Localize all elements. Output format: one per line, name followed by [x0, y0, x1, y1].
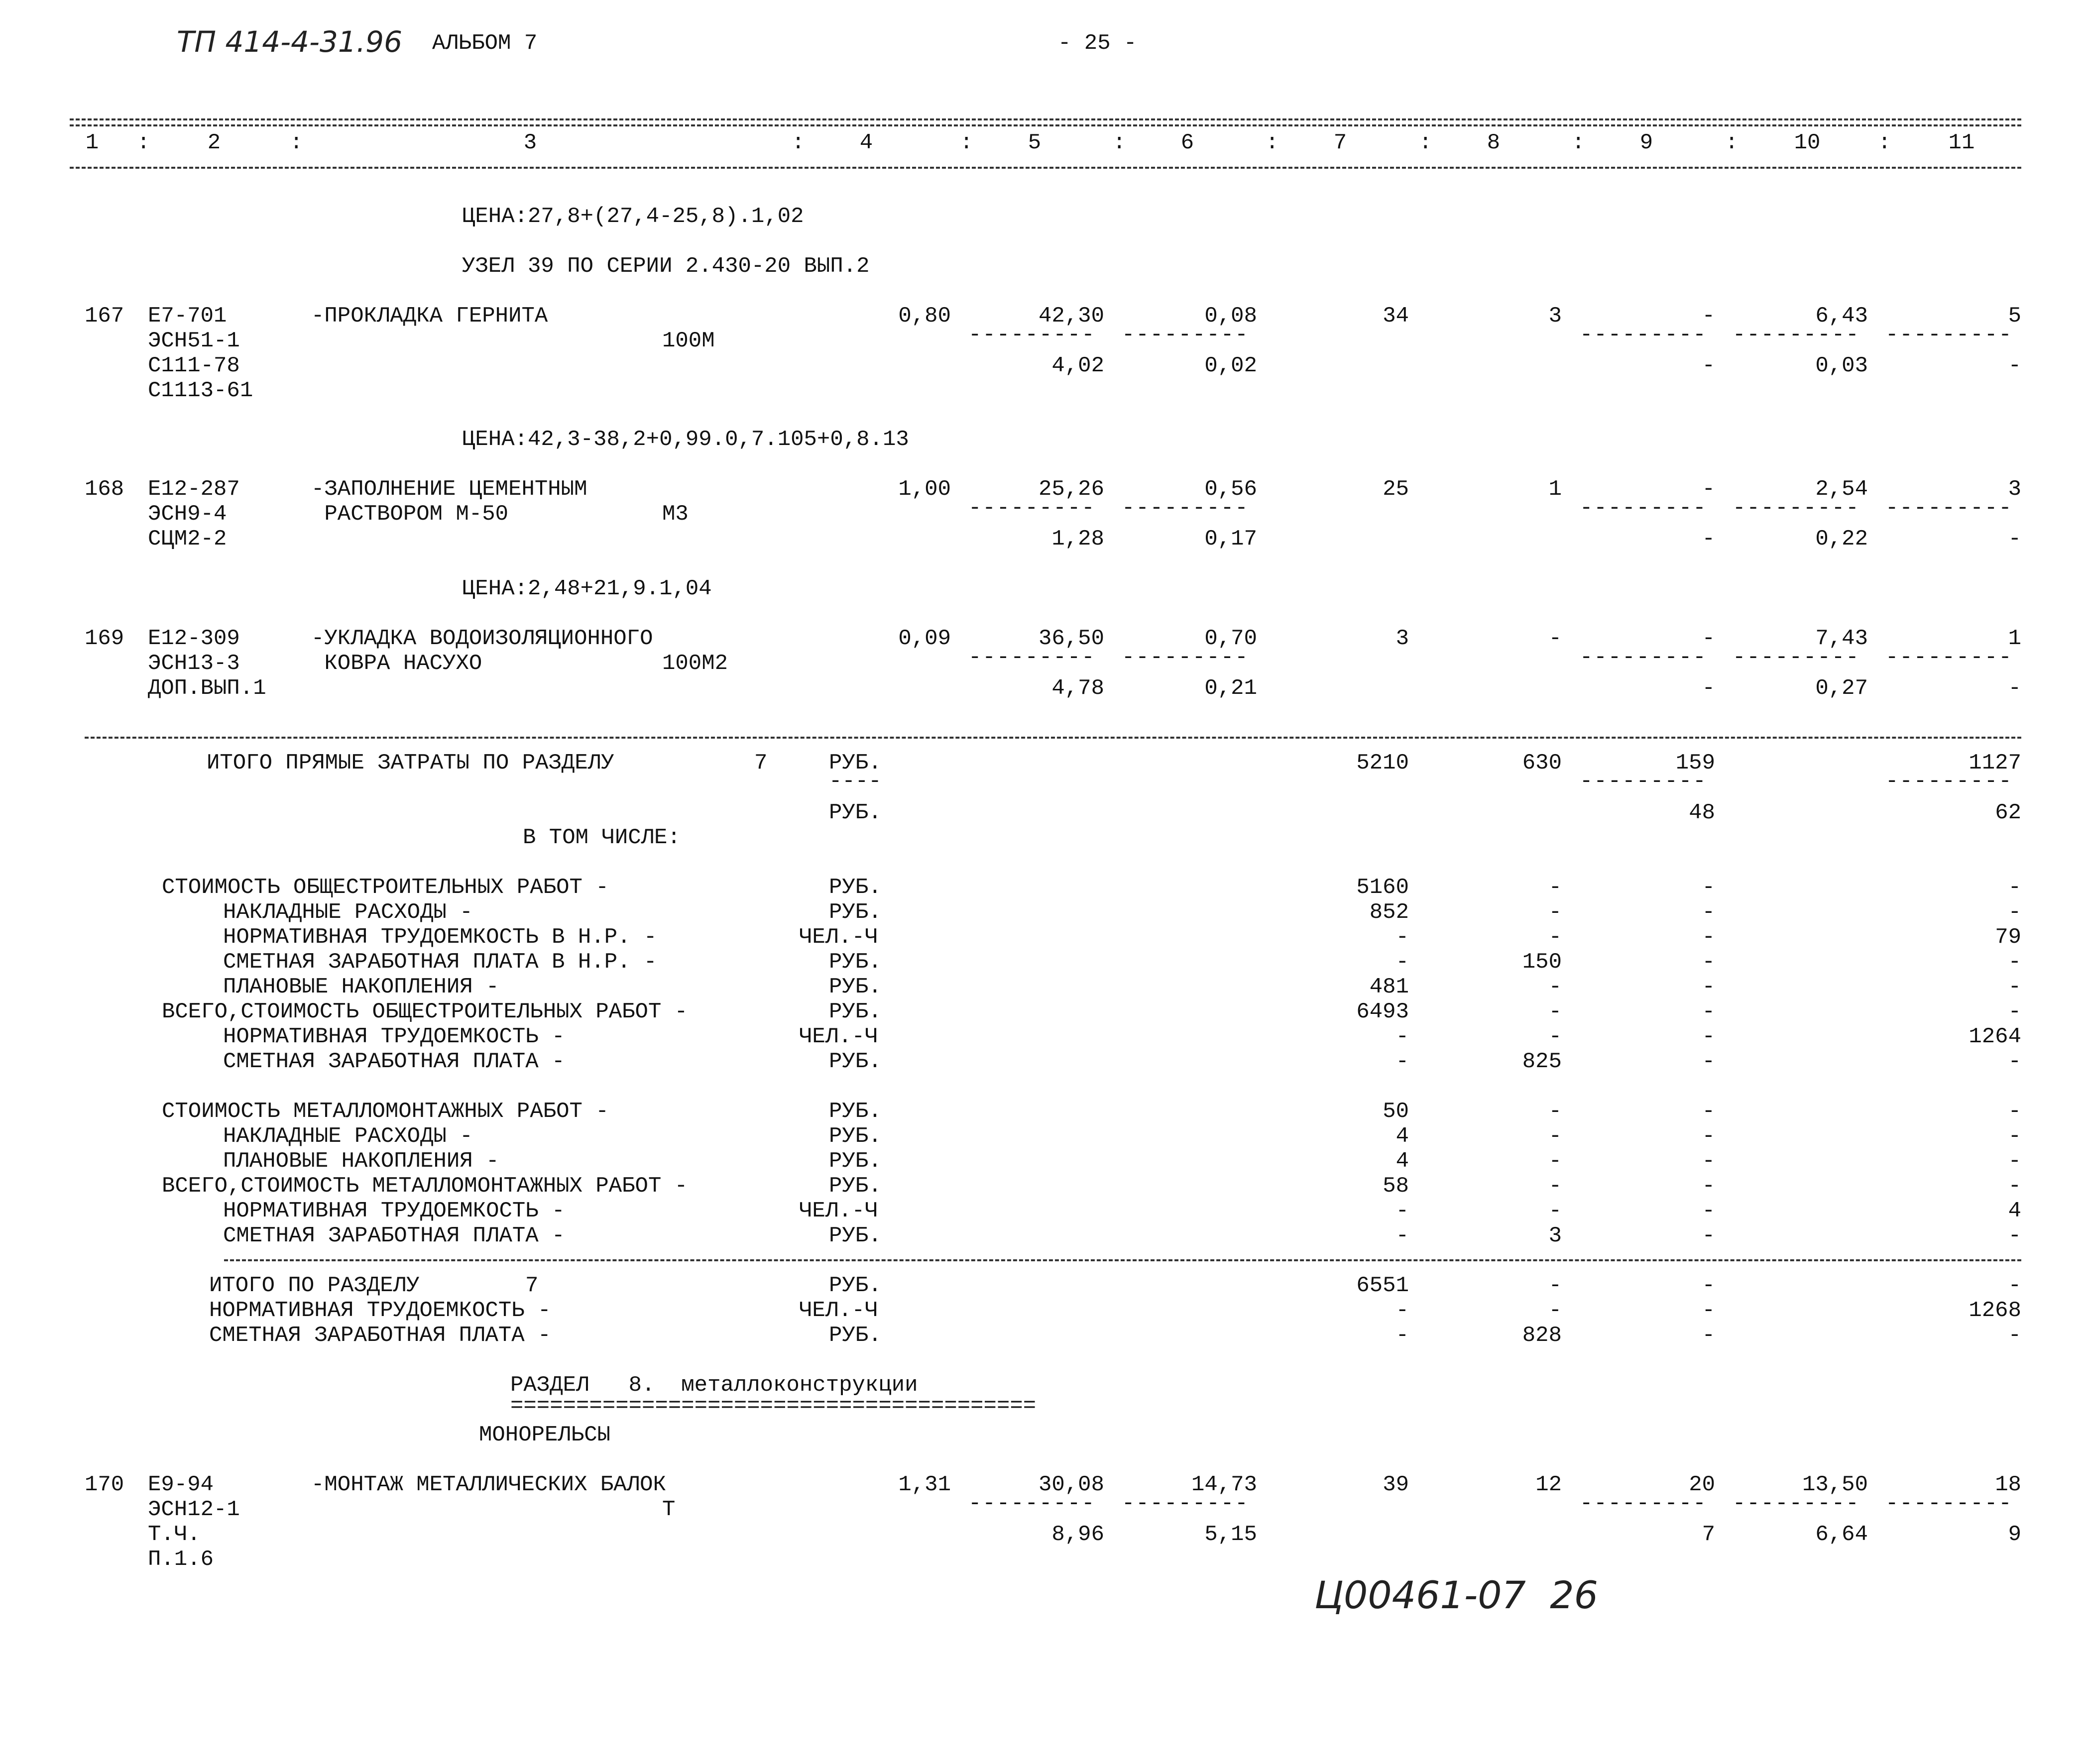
item-number: 169 — [85, 626, 124, 651]
item-col-5-lower: 4,78 — [1051, 676, 1104, 701]
subline: --------- — [1885, 769, 2013, 794]
breakdown-col-8: - — [1548, 1099, 1562, 1124]
column-number: 5 — [1028, 130, 1042, 155]
breakdown-col-8: - — [1548, 1124, 1562, 1149]
breakdown-col-11: - — [2008, 999, 2021, 1024]
item-col-7: 34 — [1383, 304, 1409, 329]
section-total-col-8: 828 — [1522, 1323, 1562, 1348]
breakdown-label: СМЕТНАЯ ЗАРАБОТНАЯ ПЛАТА - — [223, 1049, 565, 1074]
item-name: -МОНТАЖ МЕТАЛЛИЧЕСКИХ БАЛОК — [311, 1472, 666, 1497]
breakdown-unit: РУБ. — [829, 875, 882, 900]
breakdown-col-7: 6493 — [1356, 999, 1409, 1024]
item-code: Е7-701 — [148, 304, 227, 329]
item-code: ЭСН51-1 — [148, 329, 240, 353]
item-col-4: 0,09 — [898, 626, 951, 651]
item-col-8: 12 — [1535, 1472, 1562, 1497]
breakdown-label: НАКЛАДНЫЕ РАСХОДЫ - — [223, 900, 473, 925]
column-number: 11 — [1948, 130, 1975, 155]
direct-costs-unit-underline: ---- — [829, 769, 882, 794]
breakdown-col-11: - — [2008, 1124, 2021, 1149]
breakdown-label: НОРМАТИВНАЯ ТРУДОЕМКОСТЬ - — [223, 1024, 565, 1049]
column-separator: : — [1419, 130, 1432, 155]
item-col-6: 0,08 — [1204, 304, 1257, 329]
section-total-col-7: - — [1395, 1323, 1409, 1348]
total-col-11: 1127 — [1969, 751, 2021, 775]
item-code: Е12-287 — [148, 477, 240, 502]
breakdown-col-8: - — [1548, 1149, 1562, 1174]
item-col-5: 36,50 — [1038, 626, 1104, 651]
page-number: - 25 - — [1058, 31, 1137, 56]
item-col-6-lower: 0,17 — [1204, 527, 1257, 551]
section-total-col-7: - — [1395, 1298, 1409, 1323]
subline: --------- — [1885, 645, 2013, 670]
total-col-9: 159 — [1675, 751, 1715, 775]
breakdown-unit: РУБ. — [829, 999, 882, 1024]
item-col-11: 5 — [2008, 304, 2021, 329]
breakdown-col-9: - — [1702, 1099, 1715, 1124]
item-code: С1113-61 — [148, 378, 253, 403]
breakdown-col-8: - — [1548, 975, 1562, 999]
item-col-5: 30,08 — [1038, 1472, 1104, 1497]
item-code: С111-78 — [148, 353, 240, 378]
section-rule — [85, 737, 2021, 739]
subline: --------- — [1580, 645, 1707, 670]
header-rule-top-1 — [70, 118, 2021, 120]
item-col-11-lower: - — [2008, 676, 2021, 701]
section-total-unit: РУБ. — [829, 1273, 882, 1298]
subline: --------- — [1580, 496, 1707, 521]
column-number: 9 — [1639, 130, 1653, 155]
item-col-9: - — [1702, 626, 1715, 651]
album-label: АЛЬБОМ 7 — [432, 31, 538, 56]
item-col-5-lower: 4,02 — [1051, 353, 1104, 378]
breakdown-label: СТОИМОСТЬ МЕТАЛЛОМОНТАЖНЫХ РАБОТ - — [162, 1099, 609, 1124]
breakdown-col-7: - — [1395, 950, 1409, 975]
item-col-9-lower: - — [1702, 527, 1715, 551]
breakdown-col-7: - — [1395, 1049, 1409, 1074]
document-code: ТП 414-4-31.96 — [177, 25, 402, 59]
item-name: -ПРОКЛАДКА ГЕРНИТА — [311, 304, 548, 329]
column-separator: : — [1266, 130, 1279, 155]
breakdown-col-9: - — [1702, 950, 1715, 975]
item-col-5-lower: 8,96 — [1051, 1522, 1104, 1547]
breakdown-col-7: 852 — [1369, 900, 1409, 925]
breakdown-col-9: - — [1702, 925, 1715, 950]
breakdown-label: НОРМАТИВНАЯ ТРУДОЕМКОСТЬ В Н.Р. - — [223, 925, 657, 950]
breakdown-label: ПЛАНОВЫЕ НАКОПЛЕНИЯ - — [223, 1149, 499, 1174]
breakdown-col-9: - — [1702, 975, 1715, 999]
section-total-number: 7 — [525, 1273, 539, 1298]
item-col-10: 6,43 — [1815, 304, 1868, 329]
item-col-10-lower: 0,03 — [1815, 353, 1868, 378]
breakdown-col-11: 4 — [2008, 1199, 2021, 1223]
breakdown-col-8: - — [1548, 1199, 1562, 1223]
column-separator: : — [137, 130, 150, 155]
column-number: 4 — [859, 130, 873, 155]
subline: --------- — [1122, 1491, 1249, 1516]
breakdown-col-7: 58 — [1383, 1174, 1409, 1199]
item-code: П.1.6 — [148, 1547, 214, 1572]
item-unit: 100М2 — [662, 651, 728, 676]
breakdown-col-11: - — [2008, 875, 2021, 900]
subline: --------- — [1885, 323, 2013, 347]
item-name: РАСТВОРОМ М-50 — [311, 502, 509, 527]
breakdown-col-8: - — [1548, 900, 1562, 925]
subline: --------- — [1580, 1491, 1707, 1516]
breakdown-label: СМЕТНАЯ ЗАРАБОТНАЯ ПЛАТА - — [223, 1223, 565, 1248]
section-total-col-11: 1268 — [1969, 1298, 2021, 1323]
breakdown-col-9: - — [1702, 875, 1715, 900]
item-code: СЦМ2-2 — [148, 527, 227, 551]
section-total-col-9: - — [1702, 1273, 1715, 1298]
breakdown-col-7: - — [1395, 1199, 1409, 1223]
column-number: 6 — [1180, 130, 1194, 155]
section-total-col-9: - — [1702, 1323, 1715, 1348]
breakdown-label: СМЕТНАЯ ЗАРАБОТНАЯ ПЛАТА В Н.Р. - — [223, 950, 657, 975]
item-col-6: 14,73 — [1191, 1472, 1257, 1497]
subline: --------- — [1122, 645, 1249, 670]
subline: --------- — [1733, 645, 1860, 670]
section-title-underline: ======================================== — [510, 1394, 1037, 1419]
breakdown-unit: ЧЕЛ.-Ч — [799, 925, 878, 950]
breakdown-label: СТОИМОСТЬ ОБЩЕСТРОИТЕЛЬНЫХ РАБОТ - — [162, 875, 609, 900]
item-col-10: 7,43 — [1815, 626, 1868, 651]
breakdown-col-11: - — [2008, 950, 2021, 975]
item-col-9: - — [1702, 477, 1715, 502]
item-col-6: 0,56 — [1204, 477, 1257, 502]
subline: --------- — [1733, 1491, 1860, 1516]
breakdown-col-9: - — [1702, 900, 1715, 925]
item-col-5: 42,30 — [1038, 304, 1104, 329]
total-col-7: 5210 — [1356, 751, 1409, 775]
breakdown-col-7: - — [1395, 1024, 1409, 1049]
breakdown-label: ВСЕГО,СТОИМОСТЬ ОБЩЕСТРОИТЕЛЬНЫХ РАБОТ - — [162, 999, 688, 1024]
item-col-11-lower: 9 — [2008, 1522, 2021, 1547]
price-formula: ЦЕНА:27,8+(27,4-25,8).1,02 — [462, 204, 804, 229]
breakdown-col-9: - — [1702, 999, 1715, 1024]
item-col-7: 39 — [1383, 1472, 1409, 1497]
item-col-7: 25 — [1383, 477, 1409, 502]
item-unit: 100М — [662, 329, 715, 353]
breakdown-col-7: 481 — [1369, 975, 1409, 999]
breakdown-col-11: - — [2008, 975, 2021, 999]
item-col-6-lower: 0,02 — [1204, 353, 1257, 378]
item-number: 168 — [85, 477, 124, 502]
item-col-4: 0,80 — [898, 304, 951, 329]
section-subtitle: МОНОРЕЛЬСЫ — [479, 1423, 611, 1447]
breakdown-col-8: - — [1548, 999, 1562, 1024]
column-number: 2 — [207, 130, 221, 155]
item-name: КОВРА НАСУХО — [311, 651, 482, 676]
price-formula: ЦЕНА:42,3-38,2+0,99.0,7.105+0,8.13 — [462, 427, 909, 452]
section-total-label: СМЕТНАЯ ЗАРАБОТНАЯ ПЛАТА - — [209, 1323, 551, 1348]
section-total-unit: РУБ. — [829, 1323, 882, 1348]
breakdown-unit: РУБ. — [829, 975, 882, 999]
breakdown-col-7: - — [1395, 1223, 1409, 1248]
item-col-8: 1 — [1548, 477, 1562, 502]
item-code: ЭСН9-4 — [148, 502, 227, 527]
breakdown-col-8: - — [1548, 1024, 1562, 1049]
item-col-4: 1,31 — [898, 1472, 951, 1497]
breakdown-col-8: - — [1548, 1174, 1562, 1199]
including-label: В ТОМ ЧИСЛЕ: — [523, 825, 681, 850]
price-formula: ЦЕНА:2,48+21,9.1,04 — [462, 576, 712, 601]
item-col-9: - — [1702, 304, 1715, 329]
item-col-10-lower: 6,64 — [1815, 1522, 1868, 1547]
item-col-9: 20 — [1689, 1472, 1715, 1497]
subline: --------- — [968, 1491, 1096, 1516]
item-code: ДОП.ВЫП.1 — [148, 676, 266, 701]
subline: --------- — [1885, 1491, 2013, 1516]
breakdown-col-8: 150 — [1522, 950, 1562, 975]
breakdown-unit: ЧЕЛ.-Ч — [799, 1024, 878, 1049]
item-code: ЭСН12-1 — [148, 1497, 240, 1522]
breakdown-col-9: - — [1702, 1149, 1715, 1174]
breakdown-col-8: - — [1548, 875, 1562, 900]
breakdown-unit: РУБ. — [829, 900, 882, 925]
item-col-8: - — [1548, 626, 1562, 651]
subline: --------- — [968, 645, 1096, 670]
column-separator: : — [290, 130, 303, 155]
item-col-4: 1,00 — [898, 477, 951, 502]
item-name: -ЗАПОЛНЕНИЕ ЦЕМЕНТНЫМ — [311, 477, 587, 502]
item-unit: Т — [662, 1497, 676, 1522]
stamp-signature: Ц00461-07 26 — [1314, 1573, 1598, 1617]
breakdown-col-8: 825 — [1522, 1049, 1562, 1074]
subline: --------- — [968, 323, 1096, 347]
item-col-11: 3 — [2008, 477, 2021, 502]
subline: --------- — [1580, 323, 1707, 347]
item-col-10-lower: 0,27 — [1815, 676, 1868, 701]
direct-costs-unit: РУБ. — [829, 751, 882, 775]
column-number: 7 — [1333, 130, 1347, 155]
breakdown-col-7: 4 — [1395, 1149, 1409, 1174]
subline: --------- — [1580, 769, 1707, 794]
subline: --------- — [1122, 496, 1249, 521]
direct-costs-section-number: 7 — [754, 751, 768, 775]
subline: --------- — [1885, 496, 2013, 521]
breakdown-label: ПЛАНОВЫЕ НАКОПЛЕНИЯ - — [223, 975, 499, 999]
header-rule-top-2 — [70, 124, 2021, 126]
section-title: РАЗДЕЛ 8. металлоконструкции — [510, 1373, 918, 1398]
column-number: 10 — [1794, 130, 1821, 155]
item-number: 167 — [85, 304, 124, 329]
item-col-6: 0,70 — [1204, 626, 1257, 651]
item-col-6-lower: 5,15 — [1204, 1522, 1257, 1547]
item-col-10: 2,54 — [1815, 477, 1868, 502]
section-total-label: НОРМАТИВНАЯ ТРУДОЕМКОСТЬ - — [209, 1298, 551, 1323]
breakdown-label: НОРМАТИВНАЯ ТРУДОЕМКОСТЬ - — [223, 1199, 565, 1223]
subline: --------- — [1733, 323, 1860, 347]
breakdown-unit: РУБ. — [829, 1149, 882, 1174]
breakdown-unit: РУБ. — [829, 1223, 882, 1248]
breakdown-col-8: - — [1548, 925, 1562, 950]
section-total-label: ИТОГО ПО РАЗДЕЛУ — [209, 1273, 420, 1298]
item-col-11: 18 — [1995, 1472, 2021, 1497]
breakdown-unit: РУБ. — [829, 1174, 882, 1199]
breakdown-col-9: - — [1702, 1223, 1715, 1248]
breakdown-col-11: - — [2008, 900, 2021, 925]
section-total-col-7: 6551 — [1356, 1273, 1409, 1298]
node-reference: УЗЕЛ 39 ПО СЕРИИ 2.430-20 ВЫП.2 — [462, 254, 870, 279]
item-name: -УКЛАДКА ВОДОИЗОЛЯЦИОННОГО — [311, 626, 653, 651]
breakdown-unit: РУБ. — [829, 1124, 882, 1149]
item-code: Е12-309 — [148, 626, 240, 651]
header-rule-bottom — [70, 167, 2021, 169]
item-col-9-lower: 7 — [1702, 1522, 1715, 1547]
item-code: Т.Ч. — [148, 1522, 201, 1547]
item-col-10: 13,50 — [1802, 1472, 1868, 1497]
breakdown-unit: РУБ. — [829, 950, 882, 975]
direct-costs-unit: РУБ. — [829, 800, 882, 825]
breakdown-unit: ЧЕЛ.-Ч — [799, 1199, 878, 1223]
item-col-8: 3 — [1548, 304, 1562, 329]
item-col-5: 25,26 — [1038, 477, 1104, 502]
breakdown-col-7: 50 — [1383, 1099, 1409, 1124]
breakdown-unit: РУБ. — [829, 1099, 882, 1124]
column-separator: : — [960, 130, 973, 155]
item-col-5-lower: 1,28 — [1051, 527, 1104, 551]
column-separator: : — [792, 130, 805, 155]
breakdown-col-9: - — [1702, 1024, 1715, 1049]
breakdown-label: ВСЕГО,СТОИМОСТЬ МЕТАЛЛОМОНТАЖНЫХ РАБОТ - — [162, 1174, 688, 1199]
breakdown-label: НАКЛАДНЫЕ РАСХОДЫ - — [223, 1124, 473, 1149]
section-total-unit: ЧЕЛ.-Ч — [799, 1298, 878, 1323]
item-number: 170 — [85, 1472, 124, 1497]
breakdown-col-11: - — [2008, 1174, 2021, 1199]
column-number: 8 — [1487, 130, 1501, 155]
column-separator: : — [1572, 130, 1585, 155]
item-col-9-lower: - — [1702, 353, 1715, 378]
breakdown-col-11: - — [2008, 1099, 2021, 1124]
direct-costs-label: ИТОГО ПРЯМЫЕ ЗАТРАТЫ ПО РАЗДЕЛУ — [207, 751, 614, 775]
total-col-9-lower: 48 — [1689, 800, 1715, 825]
column-number: 1 — [85, 130, 99, 155]
breakdown-col-11: 79 — [1995, 925, 2021, 950]
item-col-6-lower: 0,21 — [1204, 676, 1257, 701]
item-unit: М3 — [662, 502, 689, 527]
item-col-11-lower: - — [2008, 353, 2021, 378]
breakdown-unit: РУБ. — [829, 1049, 882, 1074]
breakdown-col-9: - — [1702, 1174, 1715, 1199]
item-col-11: 1 — [2008, 626, 2021, 651]
section-total-col-9: - — [1702, 1298, 1715, 1323]
breakdown-col-11: - — [2008, 1149, 2021, 1174]
breakdown-col-11: - — [2008, 1223, 2021, 1248]
section-total-col-8: - — [1548, 1298, 1562, 1323]
total-col-11-lower: 62 — [1995, 800, 2021, 825]
breakdown-col-11: 1264 — [1969, 1024, 2021, 1049]
breakdown-col-9: - — [1702, 1124, 1715, 1149]
column-separator: : — [1725, 130, 1739, 155]
breakdown-col-8: 3 — [1548, 1223, 1562, 1248]
breakdown-col-9: - — [1702, 1049, 1715, 1074]
item-col-10-lower: 0,22 — [1815, 527, 1868, 551]
item-col-9-lower: - — [1702, 676, 1715, 701]
breakdown-col-9: - — [1702, 1199, 1715, 1223]
total-col-8: 630 — [1522, 751, 1562, 775]
breakdown-col-7: 4 — [1395, 1124, 1409, 1149]
item-code: Е9-94 — [148, 1472, 214, 1497]
section-total-col-11: - — [2008, 1323, 2021, 1348]
section-total-col-11: - — [2008, 1273, 2021, 1298]
item-col-7: 3 — [1395, 626, 1409, 651]
breakdown-col-7: 5160 — [1356, 875, 1409, 900]
subline: --------- — [1733, 496, 1860, 521]
column-separator: : — [1113, 130, 1126, 155]
breakdown-col-7: - — [1395, 925, 1409, 950]
subline: --------- — [1122, 323, 1249, 347]
item-code: ЭСН13-3 — [148, 651, 240, 676]
item-col-11-lower: - — [2008, 527, 2021, 551]
column-separator: : — [1878, 130, 1891, 155]
subline: --------- — [968, 496, 1096, 521]
breakdown-col-11: - — [2008, 1049, 2021, 1074]
column-number: 3 — [523, 130, 537, 155]
subtotal-rule — [224, 1259, 2021, 1261]
section-total-col-8: - — [1548, 1273, 1562, 1298]
